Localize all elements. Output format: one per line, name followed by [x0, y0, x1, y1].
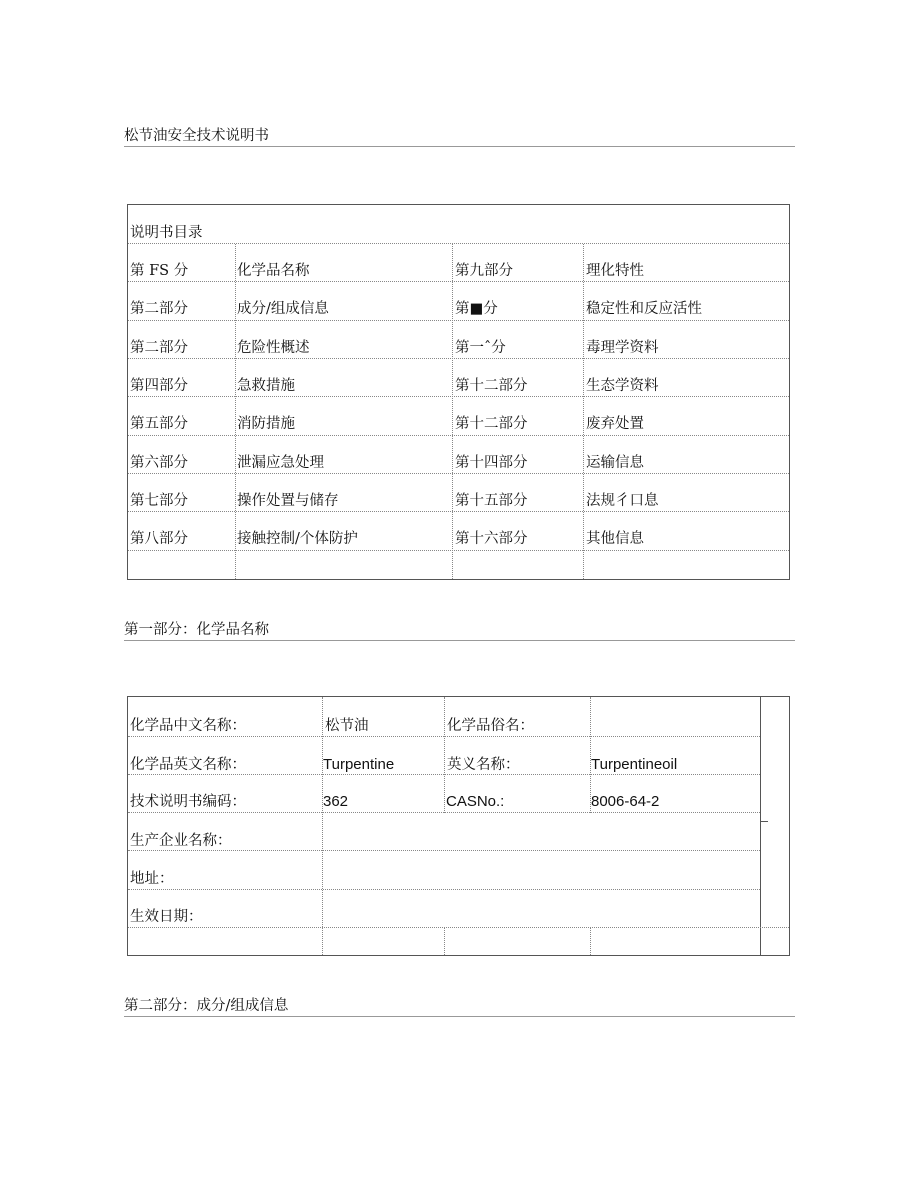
- en-alias-label: 英义名称：: [447, 757, 520, 773]
- toc-part-label: 第十五部分: [455, 493, 528, 509]
- toc-section-name: 消防措施: [237, 416, 295, 432]
- toc-section-name: 废弃处置: [586, 416, 644, 432]
- code-label: 技术说明书编码：: [130, 794, 246, 810]
- toc-section-name: 生态学资料: [586, 378, 659, 394]
- toc-section-name: 操作处置与储存: [237, 493, 339, 509]
- toc-part-label: 第十四部分: [455, 455, 528, 471]
- toc-part-label: 第六部分: [130, 455, 188, 471]
- toc-part-label: 第 FS 分: [130, 263, 189, 279]
- toc-part-label: 第九部分: [455, 263, 513, 279]
- toc-section-name: 泄漏应急处理: [237, 455, 324, 471]
- toc-part-label: 第八部分: [130, 531, 188, 547]
- cas-label: CASNo.:: [446, 793, 505, 810]
- date-label: 生效日期：: [130, 909, 203, 925]
- toc-section-name: 接触控制/个体防护: [237, 531, 358, 547]
- toc-section-name: 法规彳口息: [586, 493, 659, 509]
- toc-part-label: 第二部分: [130, 340, 188, 356]
- toc-part-label: 第■分: [455, 301, 498, 317]
- toc-section-name: 毒理学资料: [586, 340, 659, 356]
- toc-part-label: 第十二部分: [455, 378, 528, 394]
- toc-section-name: 运输信息: [586, 455, 644, 471]
- common-name-label: 化学品俗名：: [447, 718, 534, 734]
- toc-section-name: 稳定性和反应活性: [586, 301, 702, 317]
- cas-value: 8006-64-2: [591, 793, 660, 810]
- toc-section-name: 成分/组成信息: [237, 301, 329, 317]
- cn-name-label: 化学品中文名称：: [130, 718, 246, 734]
- toc-part-label: 第七部分: [130, 493, 188, 509]
- toc-part-label: 第十六部分: [455, 531, 528, 547]
- section1-title: 第一部分：化学品名称: [124, 621, 795, 641]
- address-label: 地址：: [130, 871, 174, 887]
- toc-section-name: 急救措施: [237, 378, 295, 394]
- toc-section-name: 危险性概述: [237, 340, 310, 356]
- maker-label: 生产企业名称：: [130, 833, 232, 849]
- toc-part-label: 第一ˆ分: [455, 340, 506, 356]
- en-alias-value: Turpentineoil: [591, 756, 678, 773]
- en-name-label: 化学品英文名称：: [130, 757, 246, 773]
- en-name-value: Turpentine: [323, 756, 395, 773]
- toc-section-name: 其他信息: [586, 531, 644, 547]
- section2-title: 第二部分：成分/组成信息: [124, 997, 795, 1017]
- code-value: 362: [323, 793, 349, 810]
- toc-section-name: 理化特性: [586, 263, 644, 279]
- toc-part-label: 第五部分: [130, 416, 188, 432]
- toc-section-name: 化学品名称: [237, 263, 310, 279]
- cn-name-value: 松节油: [325, 718, 369, 734]
- toc-header: 说明书目录: [130, 225, 203, 241]
- toc-part-label: 第十二部分: [455, 416, 528, 432]
- toc-part-label: 第四部分: [130, 378, 188, 394]
- document-title: 松节油安全技术说明书: [124, 127, 795, 147]
- toc-part-label: 第二部分: [130, 301, 188, 317]
- chemical-name-table: [127, 696, 790, 956]
